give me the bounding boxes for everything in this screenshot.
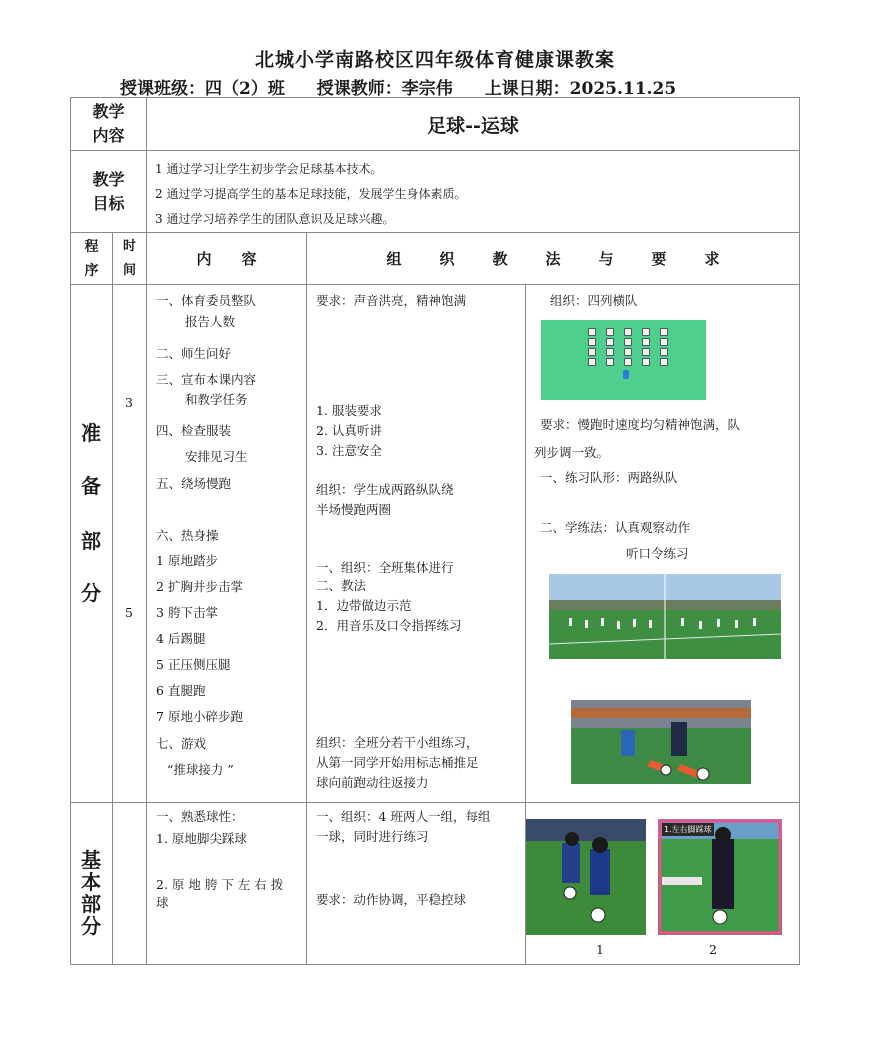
- basic-content-item: 1. 原地脚尖踩球: [156, 831, 247, 846]
- col-header-method: [307, 233, 800, 285]
- prep-method-item: 2．用音乐及口令指挥练习: [316, 618, 462, 633]
- prep-method-item: 组织：全班分若干小组练习，: [316, 735, 479, 750]
- basic-label-char: 部: [81, 892, 101, 916]
- prep-method-item: 半场慢跑两圈: [316, 502, 392, 517]
- basic-label-char: 分: [81, 914, 101, 938]
- prep-method-left-cell: [307, 285, 526, 803]
- prep-method-item: 1．边带做边示范: [316, 598, 412, 613]
- col-header-method-text: 组织教法与要求: [386, 250, 758, 268]
- goals-label-cell: [71, 151, 147, 233]
- prep-method-item: 要求：慢跑时速度均匀精神饱满，队: [540, 417, 741, 432]
- prep-method-item: 组织：学生成两路纵队绕: [316, 482, 454, 497]
- teacher-info: 授课教师：李宗伟: [316, 79, 453, 99]
- prep-content-item: “推球接力 ”: [167, 762, 234, 777]
- photo-caption: 2: [709, 942, 717, 957]
- prep-label-char: 备: [81, 474, 101, 498]
- warmup-photo: [549, 574, 781, 659]
- prep-content-cell: [147, 285, 307, 803]
- prep-method-item: 从第一同学开始用标志桶推足: [316, 755, 479, 770]
- prep-content-item: 六、热身操: [156, 528, 219, 543]
- prep-label-char: 部: [81, 529, 101, 553]
- prep-content-item: 6 直腿跑: [156, 683, 206, 698]
- photo-overlay-label: 1.左右脚踩球: [664, 825, 712, 834]
- prep-section-label: [71, 285, 113, 803]
- prep-content-item: 二、师生问好: [156, 346, 232, 361]
- goal-item: 2 通过学习提高学生的基本足球技能，发展学生身体素质。: [155, 187, 467, 201]
- content-label-line1: 教学: [92, 102, 125, 121]
- prep-method-item: 二、教法: [316, 578, 367, 593]
- col-header-time-line1: 时: [123, 238, 137, 254]
- col-header-content: [147, 233, 307, 285]
- prep-content-item: 七、游戏: [156, 736, 207, 751]
- content-label-line2: 内容: [92, 126, 125, 145]
- practice-photo-1: [526, 819, 646, 935]
- prep-method-item: 3. 注意安全: [316, 443, 382, 458]
- document-title: 北城小学南路校区四年级体育健康课教案: [254, 49, 615, 71]
- prep-content-item: 7 原地小碎步跑: [156, 709, 243, 724]
- goal-item: 1 通过学习让学生初步学会足球基本技术。: [155, 162, 383, 176]
- prep-method-item: 2. 认真听讲: [316, 423, 382, 438]
- practice-photo-2: [658, 819, 782, 935]
- prep-content-item: 3 胯下击掌: [156, 605, 218, 620]
- basic-method-item: 一球，同时进行练习: [316, 829, 429, 844]
- prep-method-item: 球向前跑动往返接力: [316, 775, 429, 790]
- photo-caption: 1: [596, 942, 604, 957]
- document-subtitle: [120, 74, 676, 99]
- prep-content-item: 4 后踢腿: [156, 631, 206, 646]
- prep-content-item: 五、绕场慢跑: [156, 476, 232, 491]
- prep-content-item: 和教学任务: [185, 392, 248, 407]
- col-header-content-text: 内容: [196, 250, 287, 268]
- goals-label-line2: 目标: [92, 193, 125, 213]
- prep-content-item: 报告人数: [185, 314, 236, 329]
- prep-content-item: 一、体育委员整队: [156, 293, 257, 308]
- prep-method-item: 二、学练法：认真观察动作: [540, 520, 691, 535]
- goals-label-line1: 教学: [92, 169, 125, 189]
- basic-content-item: 球: [156, 895, 169, 910]
- prep-method-right-cell: [526, 285, 800, 803]
- prep-content-item: 四、检查服装: [156, 423, 232, 438]
- date-info: 上课日期：2025.11.25: [484, 79, 677, 99]
- relay-game-photo: [571, 700, 751, 784]
- prep-label-char: 准: [81, 421, 101, 445]
- basic-section-label: [71, 803, 113, 965]
- prep-method-item: 要求：声音洪亮，精神饱满: [316, 293, 467, 308]
- basic-photos-cell: [526, 803, 800, 965]
- prep-method-item: 一、组织：全班集体进行: [316, 560, 454, 575]
- basic-time-cell: [113, 803, 147, 965]
- col-header-procedure-line2: 序: [84, 262, 99, 279]
- basic-method-item: 一、组织：4 班两人一组，每组: [316, 809, 491, 824]
- prep-content-item: 1 原地踏步: [156, 553, 218, 568]
- prep-time-value: 3: [125, 395, 133, 410]
- prep-content-item: 2 扩胸并步击掌: [156, 579, 243, 594]
- col-header-time-line2: 间: [123, 262, 137, 278]
- basic-method-left-cell: [307, 803, 526, 965]
- content-label-cell: [71, 98, 147, 151]
- teacher-marker-icon: [623, 370, 629, 379]
- prep-method-item: 列步调一致。: [534, 445, 610, 460]
- col-header-procedure: [71, 233, 113, 285]
- goals-cell: [147, 151, 800, 233]
- formation-diagram: [541, 320, 706, 400]
- prep-time-value: 5: [125, 605, 133, 620]
- basic-label-char: 本: [81, 870, 101, 894]
- col-header-time: [113, 233, 147, 285]
- prep-method-item: 1. 服装要求: [316, 403, 382, 418]
- prep-content-item: 安排见习生: [185, 449, 248, 464]
- prep-method-item: 听口令练习: [626, 546, 689, 561]
- basic-content-cell: [147, 803, 307, 965]
- basic-content-item: 一、熟悉球性：: [156, 809, 244, 824]
- prep-content-item: 三、宣布本课内容: [156, 372, 257, 387]
- basic-label-char: 基: [81, 848, 101, 872]
- basic-content-item: 2. 原 地 胯 下 左 右 拨: [156, 877, 284, 892]
- prep-method-item: 组织：四列横队: [550, 293, 638, 308]
- class-info: 授课班级：四（2）班: [120, 79, 285, 99]
- prep-content-item: 5 正压侧压腿: [156, 657, 231, 672]
- lesson-plan-table: [70, 97, 800, 965]
- prep-label-char: 分: [81, 581, 101, 605]
- prep-method-item: 一、练习队形：两路纵队: [540, 470, 678, 485]
- goal-item: 3 通过学习培养学生的团队意识及足球兴趣。: [155, 212, 395, 226]
- col-header-procedure-line1: 程: [84, 238, 99, 255]
- lesson-topic: 足球--运球: [147, 98, 800, 151]
- prep-time-cell: [113, 285, 147, 803]
- basic-method-item: 要求：动作协调，平稳控球: [316, 892, 467, 907]
